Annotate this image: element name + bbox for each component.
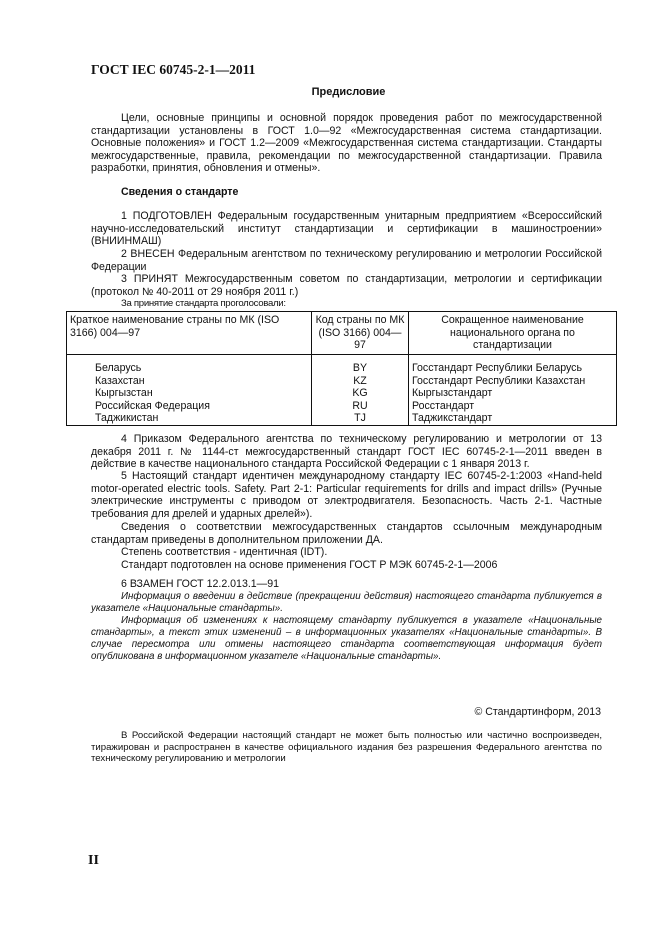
section-title: Сведения о стандарте [121, 186, 239, 198]
table-header-country: Краткое наименование страны по МК (ISO 3166) 004—97 [67, 312, 312, 355]
item-4-paragraph: 4 Приказом Федерального агентства по техническому регулированию и метрологии от 13 декабря 2011 г. № 1144-ст межгосударственный стандарт ГОСТ IEC 60745-2-1—2011 введен в действие в качестве национального стандарта Российской Федерации с 1 января 2013 г. [91, 433, 602, 470]
info-note-1: Информация о введении в действие (прекращении действия) настоящего стандарта публикуется в указателе «Национальные стандарты». [91, 591, 602, 614]
table-header-code: Код страны по МК (ISO 3166) 004—97 [312, 312, 409, 355]
info-note-2: Информация об изменениях к настоящему стандарту публикуется в указателе «Национальные стандарты», а текст этих изменений – в информационных указателях «Национальные стандарты». В случае пересмотра или отмены настоящего стандарта соответствующая информация будет опубликована в информационном указателе «Национальные стандарты». [91, 615, 602, 662]
table-row: Таджикистан TJ Таджикстандарт [67, 412, 617, 425]
intro-paragraph: Цели, основные принципы и основной порядок проведения работ по межгосударственной стандартизации установлены в ГОСТ 1.0—92 «Межгосударственная система стандартизации. Основные положения» и ГОСТ 1.2—2009 «Межгосударственная система стандартизации. Стандарты межгосударственные, правила, рекомендации по межгосударственной стандартизации. Правила разработки, принятия, обновления и отмены». [91, 112, 602, 174]
item-5-basis: Стандарт подготовлен на основе применения ГОСТ Р МЭК 60745-2-1—2006 [121, 559, 498, 571]
table-header-body: Сокращенное наименование национального органа по стандартизации [409, 312, 617, 355]
item-5-conformity-note: Сведения о соответствии межгосударственных стандартов ссылочным международным стандартам приведены в дополнительном приложении ДА. [91, 521, 602, 546]
item-5-degree: Степень соответствия - идентичная (IDT). [121, 546, 328, 558]
page-title: Предисловие [311, 86, 386, 98]
item-2-paragraph: 2 ВНЕСЕН Федеральным агентством по техническому регулированию и метрологии Российской Федерации [91, 248, 602, 273]
voting-countries-table [66, 311, 617, 426]
item-6-paragraph: 6 ВЗАМЕН ГОСТ 12.2.013.1—91 [121, 578, 280, 590]
item-1-paragraph: 1 ПОДГОТОВЛЕН Федеральным государственным унитарным предприятием «Всероссийский научно-исследовательский институт стандартизации и сертификации в машиностроении» (ВНИИНМАШ) [91, 210, 602, 247]
table-row: Кыргызстан KG Кыргызстандарт [67, 387, 617, 400]
table-row: Казахстан KZ Госстандарт Республики Казахстан [67, 375, 617, 388]
vote-caption: За принятие стандарта проголосовали: [121, 298, 286, 309]
item-3-paragraph: 3 ПРИНЯТ Межгосударственным советом по стандартизации, метрологии и сертификации (протокол № 40-2011 от 29 ноября 2011 г.) [91, 273, 602, 298]
item-5-paragraph: 5 Настоящий стандарт идентичен международному стандарту IEC 60745-2-1:2003 «Hand-held motor-operated electric tools. Safety. Part 2-1: Particular requirements for drills and impact drills» (Ручные электрические инструменты с приводом от электродвигателя. Безопасность. Часть 2-1. Частные требования для дрелей и ударных дрелей»). [91, 470, 602, 520]
table-row: Беларусь BY Госстандарт Республики Беларусь [67, 362, 617, 375]
footer-note: В Российской Федерации настоящий стандарт не может быть полностью или частично воспроизведен, тиражирован и распространен в качестве официального издания без разрешения Федерального агентства по техническому регулированию и метрологии [91, 730, 602, 764]
page-number: II [88, 853, 99, 868]
copyright: © Стандартинформ, 2013 [474, 706, 601, 718]
table-header-row [67, 312, 617, 355]
table-row: Российская Федерация RU Росстандарт [67, 400, 617, 413]
document-code-header: ГОСТ IEC 60745-2-1—2011 [91, 62, 256, 77]
